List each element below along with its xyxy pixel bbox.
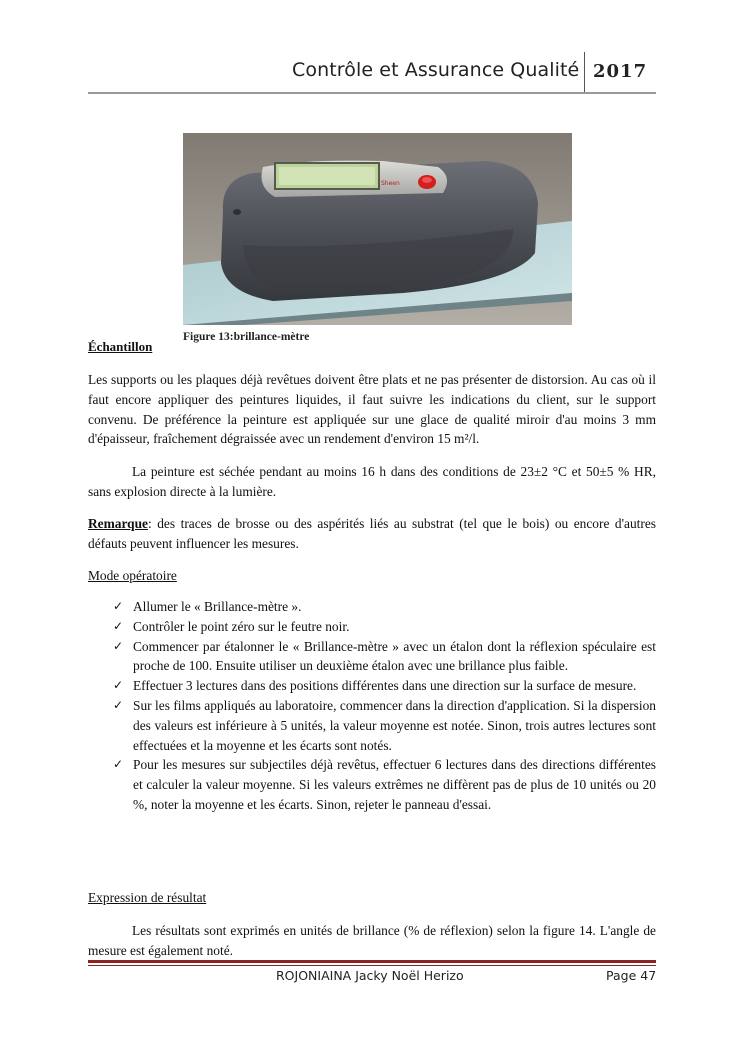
list-item: ✓ Effectuer 3 lectures dans des positions différentes dans une direction sur la surface de mesure. [113, 676, 656, 696]
check-icon: ✓ [113, 697, 124, 712]
list-item: ✓ Pour les mesures sur subjectiles déjà revêtus, effectuer 6 lectures dans des directions différentes et calculer la valeur moyenne. Si les valeurs extrêmes ne diffèrent pas de plus de 10 unités ou 20 %, noter la moyenne et les écarts. Sinon, rejeter le panneau d'essai. [113, 757, 656, 812]
list-item: ✓ Contrôler le point zéro sur le feutre noir. [113, 617, 656, 637]
header-year: 2017 [593, 61, 648, 82]
paragraph-result: Les résultats sont exprimés en unités de brillance (% de réflexion) selon la figure 14. L'angle de mesure est également noté. [88, 923, 656, 958]
gloss-meter-photo [183, 133, 572, 325]
footer-rule [88, 960, 656, 963]
footer-author: ROJONIAINA Jacky Noël Herizo [276, 968, 464, 983]
check-icon: ✓ [113, 678, 124, 693]
check-icon: ✓ [113, 757, 124, 772]
result-title: Expression de résultat [88, 890, 207, 905]
list-item: ✓ Commencer par étalonner le « Brillance-mètre » avec un étalon dont la réflexion spéculaire est proche de 100. Ensuite utiliser un deuxième étalon avec une brillance plus faible. [113, 638, 656, 674]
mode-title: Mode opératoire [88, 568, 177, 583]
paragraph-remark [88, 514, 656, 554]
remark-text: : des traces de brosse ou des aspérités liés au substrat (tel que le bois) ou encore d'autres défauts peuvent influencer les mesures. [88, 516, 656, 551]
header-rule [88, 92, 656, 94]
section-heading: Échantillon [88, 339, 153, 354]
header-separator [584, 52, 585, 92]
check-icon: ✓ [113, 638, 124, 653]
header-title: Contrôle et Assurance Qualité [292, 59, 580, 81]
paragraph-samples: Les supports ou les plaques déjà revêtues doivent être plats et ne pas présenter de distorsion. Au cas où il faut encore appliquer des peintures liquides, il faut suivre les indications du client, sur le support convenu. De préférence la peinture est appliquée sur une glace de qualité miroir d'au moins 3 mm d'épaisseur, fraîchement dégraissée avec un rendement d'environ 15 m²/l. [88, 372, 656, 447]
remark-label: Remarque [88, 516, 149, 531]
paragraph-drying: La peinture est séchée pendant au moins 16 h dans des conditions de 23±2 °C et 50±5 % HR, sans explosion directe à la lumière. [88, 464, 656, 499]
procedure-list [113, 597, 656, 815]
page-number: Page 47 [606, 968, 657, 983]
check-icon: ✓ [113, 618, 124, 633]
check-icon: ✓ [113, 599, 124, 613]
figure-caption: Figure 13:brillance-mètre [183, 331, 310, 343]
list-item: ✓ Sur les films appliqués au laboratoire, commencer dans la direction d'application. Si la dispersion des valeurs est inférieure à 5 unités, la valeur moyenne est notée. Sinon, trois autres lectures sont effectuées et la moyenne et les écarts sont notés. [113, 697, 656, 753]
list-item: ✓ Allumer le « Brillance-mètre ». [113, 597, 656, 617]
svg-text:Sheen: Sheen [381, 180, 400, 187]
footer-rule-thin [88, 965, 656, 966]
